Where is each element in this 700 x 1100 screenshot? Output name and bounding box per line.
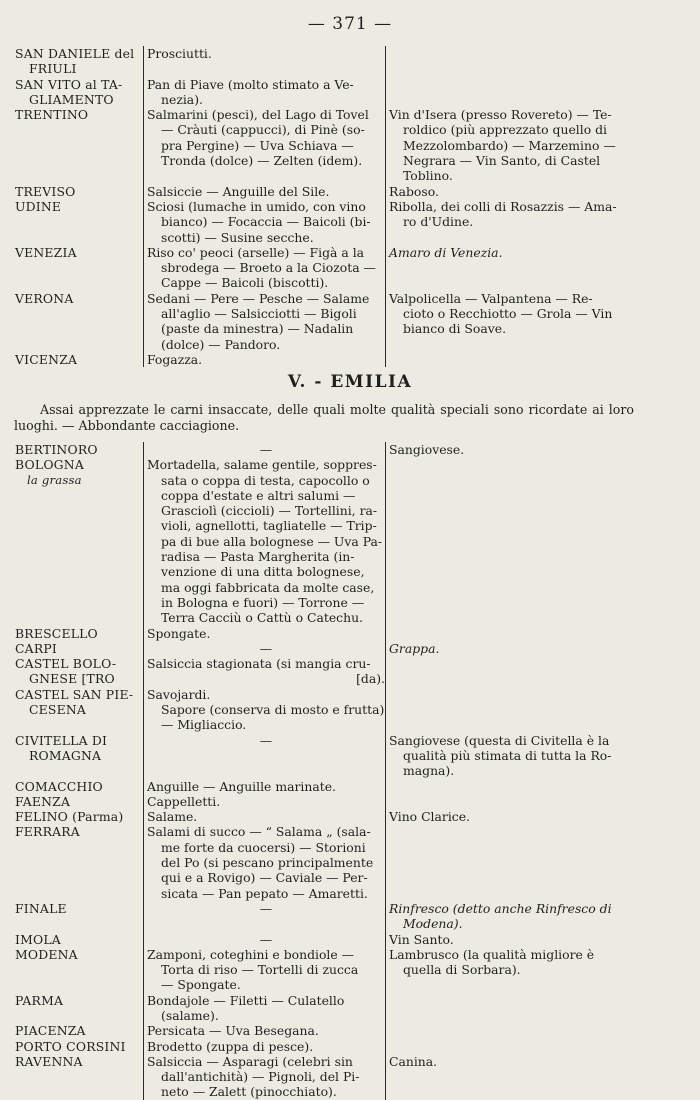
foods-cell	[144, 107, 386, 183]
food-line: qui e a Rovigo) — Caviale — Per-	[161, 870, 368, 886]
place-name: PORTO CORSINI	[15, 1038, 126, 1054]
table-row	[12, 656, 639, 687]
wine-line: roldico (più apprezzato quello di	[403, 122, 608, 138]
place-cell	[12, 626, 144, 641]
wines-cell	[386, 442, 640, 457]
foods-cell	[144, 184, 386, 199]
food-line: del Po (si pescano principalmente	[161, 855, 374, 871]
table-row	[12, 107, 639, 183]
table-row	[12, 641, 639, 656]
food-line: — Cràuti (cappucci), di Pinè (so-	[161, 122, 365, 138]
place-name: MODENA	[15, 946, 78, 962]
place-subtitle: FRIULI	[29, 61, 77, 77]
food-line: Pan di Piave (molto stimato a Ve-	[147, 76, 354, 92]
place-name: CASTEL BOLO-	[15, 656, 117, 672]
foods-cell	[144, 77, 386, 108]
wines-cell	[386, 794, 640, 809]
food-line: dall'antichità) — Pignoli, del Pi-	[161, 1069, 360, 1085]
wines-cell	[386, 641, 640, 656]
foods-cell	[144, 947, 386, 993]
wine-line: Negrara — Vin Santo, di Castel	[403, 153, 601, 169]
food-line: all'aglio — Salsicciotti — Bigoli	[161, 306, 357, 322]
wines-cell	[386, 687, 640, 733]
place-subtitle: ROMAGNA	[29, 747, 102, 763]
wines-cell	[386, 1023, 640, 1038]
table-row	[12, 993, 639, 1024]
food-line: nezia).	[161, 91, 203, 107]
table-row	[12, 824, 639, 900]
foods-cell	[144, 687, 386, 733]
food-line: Persicata — Uva Besegana.	[147, 1023, 319, 1039]
food-line: —	[259, 640, 273, 656]
place-name: BERTINORO	[15, 442, 98, 457]
table-row	[12, 77, 639, 108]
place-cell	[12, 809, 144, 824]
place-cell	[12, 733, 144, 779]
wine-line: Modena).	[403, 916, 463, 932]
place-name: FINALE	[15, 900, 67, 916]
table-row	[12, 1023, 639, 1038]
food-line: (dolce) — Pandoro.	[161, 336, 281, 352]
place-subtitle: la grassa	[27, 472, 82, 487]
place-cell	[12, 1054, 144, 1100]
wines-cell	[386, 733, 640, 779]
wines-cell	[386, 199, 640, 245]
table-row	[12, 457, 639, 625]
foods-cell	[144, 779, 386, 794]
wine-line: Lambrusco (la qualità migliore è	[389, 946, 595, 962]
place-cell	[12, 779, 144, 794]
table-row	[12, 199, 639, 245]
wine-line: Sangiovese (questa di Civitella è la	[389, 732, 610, 748]
food-line: Fogazza.	[147, 351, 203, 367]
wine-line: Sangiovese.	[389, 442, 465, 457]
place-name: PARMA	[15, 992, 64, 1008]
foods-cell	[144, 809, 386, 824]
place-name: FELINO (Parma)	[15, 809, 124, 825]
place-cell	[12, 687, 144, 733]
foods-cell	[144, 46, 386, 77]
place-name: CASTEL SAN PIE-	[15, 686, 134, 702]
wines-cell	[386, 993, 640, 1024]
table-row	[12, 352, 639, 367]
place-cell	[12, 457, 144, 625]
food-line: radisa — Pasta Margherita (in-	[161, 549, 355, 565]
place-name: IMOLA	[15, 931, 61, 947]
place-name: VERONA	[15, 290, 74, 306]
place-name: SAN DANIELE del	[15, 46, 135, 61]
foods-cell	[144, 824, 386, 900]
wines-cell	[386, 107, 640, 183]
wines-cell	[386, 184, 640, 199]
place-cell	[12, 184, 144, 199]
place-cell	[12, 352, 144, 367]
table-row	[12, 1039, 639, 1054]
wines-cell	[386, 1039, 640, 1054]
foods-cell	[144, 626, 386, 641]
page-number: — 371 —	[307, 14, 393, 34]
wine-line: Valpolicella — Valpantena — Re-	[389, 290, 593, 306]
place-cell	[12, 901, 144, 932]
place-cell	[12, 641, 144, 656]
place-cell	[12, 794, 144, 809]
wine-line: magna).	[403, 763, 455, 779]
place-subtitle: GLIAMENTO	[29, 91, 114, 107]
food-line: Bondajole — Filetti — Culatello	[147, 992, 345, 1008]
table-row	[12, 779, 639, 794]
table-row	[12, 687, 639, 733]
wines-cell	[386, 901, 640, 932]
place-name: UDINE	[15, 198, 62, 214]
food-line: Riso co' peoci (arselle) — Figà a la	[147, 244, 365, 260]
foods-cell	[144, 457, 386, 625]
food-line: coppa d'estate e altri salumi —	[161, 487, 356, 503]
food-line: — Spongate.	[161, 977, 241, 993]
food-line: Mortadella, salame gentile, soppres-	[147, 457, 377, 473]
place-name: FERRARA	[15, 824, 80, 840]
table-row	[12, 245, 639, 291]
food-line: Tronda (dolce) — Zelten (idem).	[161, 153, 363, 169]
table-row	[12, 1054, 639, 1100]
wines-cell	[386, 457, 640, 625]
section-intro: Assai apprezzate le carni insaccate, delle quali molte qualità speciali sono ricordate ai loro luoghi. — Abbondante cacciagione.	[14, 402, 634, 433]
foods-cell	[144, 199, 386, 245]
wine-line: Vin Santo.	[389, 931, 454, 947]
food-line: Salsiccia stagionata (si mangia cru-	[147, 656, 371, 672]
table-row	[12, 184, 639, 199]
food-line: Savojardi.	[147, 686, 211, 702]
place-cell	[12, 245, 144, 291]
foods-cell	[144, 442, 386, 457]
table-row	[12, 46, 639, 77]
section-title: V. - EMILIA	[287, 372, 413, 392]
food-line: Sapore (conserva di mosto e frutta)	[161, 702, 385, 718]
wines-cell	[386, 656, 640, 687]
wine-line: cioto o Recchiotto — Grola — Vin	[403, 306, 613, 322]
place-cell	[12, 442, 144, 457]
place-subtitle: CESENA	[29, 702, 87, 718]
table-row	[12, 809, 639, 824]
wine-line: Raboso.	[389, 183, 439, 199]
dishes-wines-table-veneto	[12, 46, 639, 367]
wine-line: ro d'Udine.	[403, 214, 474, 230]
place-name: SAN VITO al TA-	[15, 76, 123, 92]
table-row	[12, 442, 639, 457]
table-row	[12, 626, 639, 641]
food-line: (paste da minestra) — Nadalin	[161, 321, 354, 337]
place-name: VICENZA	[15, 351, 78, 367]
food-line: —	[259, 442, 273, 457]
food-line: —	[259, 900, 273, 916]
wines-cell	[386, 947, 640, 993]
food-line: —	[259, 931, 273, 947]
wines-cell	[386, 824, 640, 900]
food-line: pa di bue alla bolognese — Uva Pa-	[161, 533, 383, 549]
foods-cell	[144, 932, 386, 947]
wines-cell	[386, 809, 640, 824]
food-line: sbrodega — Broeto a la Ciozota —	[161, 260, 376, 276]
food-line: Salsiccie — Anguille del Sile.	[147, 183, 330, 199]
food-line: Anguille — Anguille marinate.	[147, 778, 336, 794]
food-line: neto — Zalett (pinocchiato).	[161, 1084, 337, 1100]
place-name: CIVITELLA DI	[15, 732, 108, 748]
place-cell	[12, 46, 144, 77]
place-name: VENEZIA	[15, 244, 77, 260]
place-name: PIACENZA	[15, 1023, 86, 1039]
food-line: Brodetto (zuppa di pesce).	[147, 1038, 314, 1054]
foods-cell	[144, 291, 386, 352]
food-line: Torta di riso — Tortelli di zucca	[161, 962, 359, 978]
food-line: ma oggi fabbricata da molte case,	[161, 579, 375, 595]
wine-line: Ribolla, dei colli di Rosazzis — Ama-	[389, 198, 617, 214]
wines-cell	[386, 626, 640, 641]
wines-cell	[386, 352, 640, 367]
place-cell	[12, 932, 144, 947]
food-line: Salami di succo — “ Salama „ (sala-	[147, 824, 371, 840]
food-line: [da).	[356, 671, 385, 687]
wine-line: Grappa.	[389, 640, 440, 656]
table-row	[12, 291, 639, 352]
food-line: (salame).	[161, 1007, 219, 1023]
place-name: BOLOGNA	[15, 457, 84, 473]
table-row	[12, 947, 639, 993]
food-line: Sedani — Pere — Pesche — Salame	[147, 290, 370, 306]
food-line: Sciosi (lumache in umido, con vino	[147, 198, 366, 214]
wine-line: Vino Clarice.	[389, 809, 470, 825]
food-line: Prosciutti.	[147, 46, 212, 61]
place-cell	[12, 824, 144, 900]
food-line: venzione di una ditta bolognese,	[161, 564, 365, 580]
wine-line: Rinfresco (detto anche Rinfresco di	[389, 900, 612, 916]
place-cell	[12, 993, 144, 1024]
wines-cell	[386, 779, 640, 794]
foods-cell	[144, 1023, 386, 1038]
place-name: COMACCHIO	[15, 778, 103, 794]
food-line: bianco) — Focaccia — Baicoli (bi-	[161, 214, 371, 230]
wines-cell	[386, 1054, 640, 1100]
food-line: Salame.	[147, 809, 198, 825]
food-line: pra Pergine) — Uva Schiava —	[161, 137, 354, 153]
place-cell	[12, 291, 144, 352]
foods-cell	[144, 794, 386, 809]
place-name: RAVENNA	[15, 1053, 83, 1069]
table-row	[12, 932, 639, 947]
dishes-wines-table-emilia	[12, 442, 639, 1100]
wine-line: bianco di Soave.	[403, 321, 507, 337]
food-line: Terra Cacciù o Cattù o Catechu.	[161, 610, 363, 626]
food-line: violi, agnellotti, tagliatelle — Trip-	[161, 518, 377, 534]
place-cell	[12, 1039, 144, 1054]
food-line: Grasciolì (ciccioli) — Tortellini, ra-	[161, 503, 378, 519]
place-name: TREVISO	[15, 183, 76, 199]
place-cell	[12, 107, 144, 183]
place-cell	[12, 1023, 144, 1038]
food-line: Spongate.	[147, 625, 211, 641]
food-line: sata o coppa di testa, capocollo o	[161, 472, 370, 488]
wines-cell	[386, 291, 640, 352]
foods-cell	[144, 733, 386, 779]
wines-cell	[386, 77, 640, 108]
foods-cell	[144, 656, 386, 687]
wine-line: Canina.	[389, 1053, 438, 1069]
wines-cell	[386, 46, 640, 77]
place-name: FAENZA	[15, 793, 71, 809]
food-line: Zamponi, coteghini e bondiole —	[147, 946, 355, 962]
food-line: Cappelletti.	[147, 793, 221, 809]
food-line: Salmarini (pesci), del Lago di Tovel	[147, 107, 369, 123]
food-line: —	[259, 732, 273, 748]
place-name: CARPI	[15, 640, 57, 656]
wines-cell	[386, 245, 640, 291]
food-line: in Bologna e fuori) — Torrone —	[161, 594, 365, 610]
food-line: Cappe — Baicoli (biscotti).	[161, 275, 329, 291]
place-name: TRENTINO	[15, 107, 89, 123]
foods-cell	[144, 245, 386, 291]
foods-cell	[144, 1039, 386, 1054]
table-row	[12, 901, 639, 932]
table-row	[12, 733, 639, 779]
table-row	[12, 794, 639, 809]
foods-cell	[144, 901, 386, 932]
wine-line: Vin d'Isera (presso Rovereto) — Te-	[389, 107, 612, 123]
place-cell	[12, 656, 144, 687]
place-name: BRESCELLO	[15, 625, 98, 641]
food-line: — Migliaccio.	[161, 717, 247, 733]
place-cell	[12, 199, 144, 245]
foods-cell	[144, 352, 386, 367]
foods-cell	[144, 1054, 386, 1100]
foods-cell	[144, 993, 386, 1024]
food-line: scotti) — Susine secche.	[161, 229, 314, 245]
wine-line: quella di Sorbara).	[403, 962, 521, 978]
place-cell	[12, 77, 144, 108]
foods-cell	[144, 641, 386, 656]
wine-line: qualità più stimata di tutta la Ro-	[403, 747, 612, 763]
wine-line: Amaro di Venezia.	[389, 244, 503, 260]
wine-line: Toblino.	[403, 168, 453, 184]
wines-cell	[386, 932, 640, 947]
place-cell	[12, 947, 144, 993]
food-line: Salsiccia — Asparagi (celebri sin	[147, 1053, 353, 1069]
wine-line: Mezzolombardo) — Marzemino —	[403, 137, 616, 153]
place-subtitle: GNESE [TRO	[29, 671, 115, 687]
food-line: me forte da cuocersi) — Storioni	[161, 839, 366, 855]
food-line: sicata — Pan pepato — Amaretti.	[161, 885, 368, 901]
